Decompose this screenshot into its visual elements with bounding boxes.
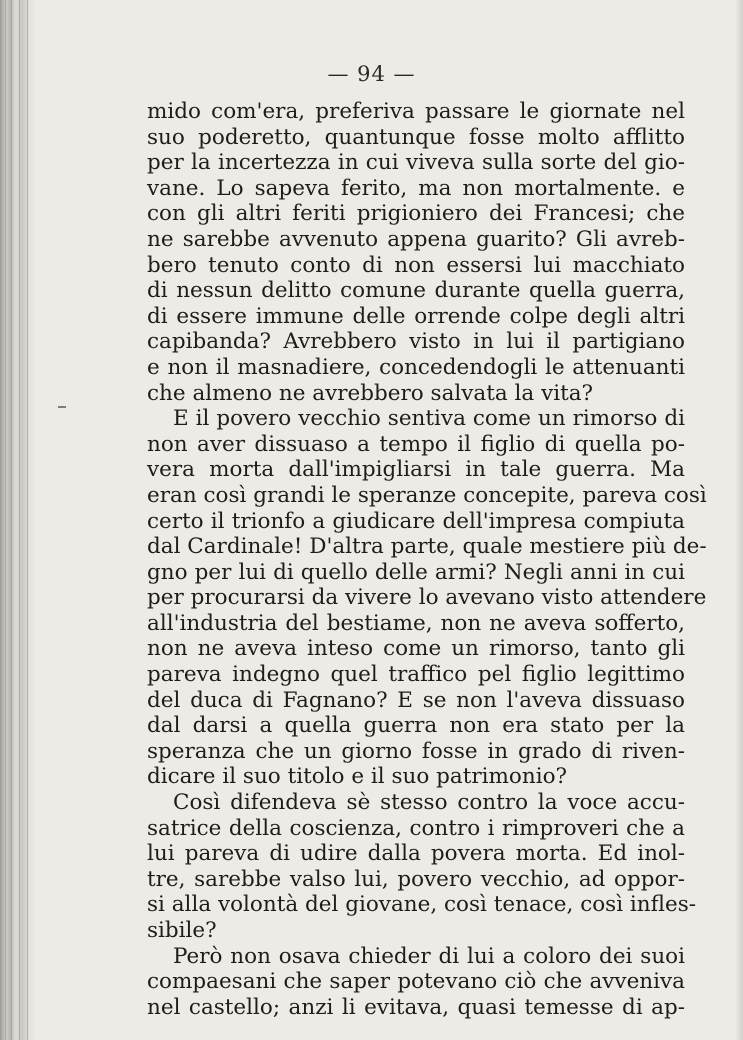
text-line: E il povero vecchio sentiva come un rimorso di <box>173 406 685 432</box>
text-line: eran così grandi le speranze concepite, pareva così <box>147 482 707 508</box>
text-line: dicare il suo titolo e il suo patrimonio? <box>147 764 568 790</box>
text-line: per procurarsi da vivere lo avevano visto attendere <box>147 585 707 611</box>
paragraph-2 <box>147 406 707 790</box>
binding-line <box>19 0 20 1040</box>
paragraph-4 <box>147 944 685 1021</box>
text-line: satrice della coscienza, contro i rimproveri che a <box>147 815 685 841</box>
margin-mark <box>58 406 66 408</box>
binding-line <box>27 0 28 1040</box>
text-line: di essere immune delle orrende colpe degli altri <box>147 303 685 329</box>
text-line: e non il masnadiere, concedendogli le attenuanti <box>147 354 685 380</box>
text-line: vera morta dall'impigliarsi in tale guerra. Ma <box>147 457 685 483</box>
text-line: non ne aveva inteso come un rimorso, tanto gli <box>147 636 685 662</box>
page-right-edge <box>735 0 743 1040</box>
text-line: nel castello; anzi li evitava, quasi temesse di ap- <box>147 994 685 1020</box>
text-line: suo poderetto, quantunque fosse molto afflitto <box>147 124 685 150</box>
text-line: all'industria del bestiame, non ne aveva sofferto, <box>147 610 685 636</box>
text-line: capibanda? Avrebbero visto in lui il partigiano <box>147 329 685 355</box>
text-line: che almeno ne avrebbero salvata la vita? <box>147 380 594 406</box>
text-line: mido com'era, preferiva passare le giornate nel <box>147 99 685 124</box>
text-line: dal Cardinale! D'altra parte, quale mestiere più de- <box>147 534 707 560</box>
text-line: Così difendeva sè stesso contro la voce accu- <box>173 790 685 816</box>
text-line: lui pareva di udire dalla povera morta. Ed inol- <box>147 841 685 867</box>
text-line: ne sarebbe avvenuto appena guarito? Gli avreb- <box>147 226 685 252</box>
binding-line <box>5 0 6 1040</box>
page-text <box>147 99 707 1020</box>
text-line: dal darsi a quella guerra non era stato per la <box>147 713 685 739</box>
page-number: — 94 — <box>327 62 416 86</box>
text-line: speranza che un giorno fosse in grado di riven- <box>147 738 685 764</box>
text-line: si alla volontà del giovane, così tenace, così infles- <box>147 892 697 918</box>
text-line: compaesani che saper potevano ciò che avveniva <box>147 969 685 995</box>
text-line: con gli altri feriti prigioniero dei Francesi; che <box>147 201 685 227</box>
text-line: certo il trionfo a giudicare dell'impresa compiuta <box>147 508 685 534</box>
paragraph-3 <box>147 790 697 944</box>
text-line: Però non osava chieder di lui a coloro dei suoi <box>173 943 685 969</box>
text-line: non aver dissuaso a tempo il figlio di quella po- <box>147 431 685 457</box>
text-line: vane. Lo sapeva ferito, ma non mortalmente. e <box>147 175 685 201</box>
binding-line <box>11 0 12 1040</box>
text-line: del duca di Fagnano? E se non l'aveva dissuaso <box>147 687 685 713</box>
paragraph-1 <box>147 99 685 406</box>
text-line: tre, sarebbe valso lui, povero vecchio, ad oppor- <box>147 866 685 892</box>
text-line: bero tenuto conto di non essersi lui macchiato <box>147 252 685 278</box>
text-line: gno per lui di quello delle armi? Negli anni in cui <box>147 559 685 585</box>
text-line: di nessun delitto comune durante quella guerra, <box>147 278 685 304</box>
text-line: pareva indegno quel traffico pel figlio legittimo <box>147 662 685 688</box>
text-line: sibile? <box>147 918 217 943</box>
text-line: per la incertezza in cui viveva sulla sorte del gio- <box>147 150 685 176</box>
